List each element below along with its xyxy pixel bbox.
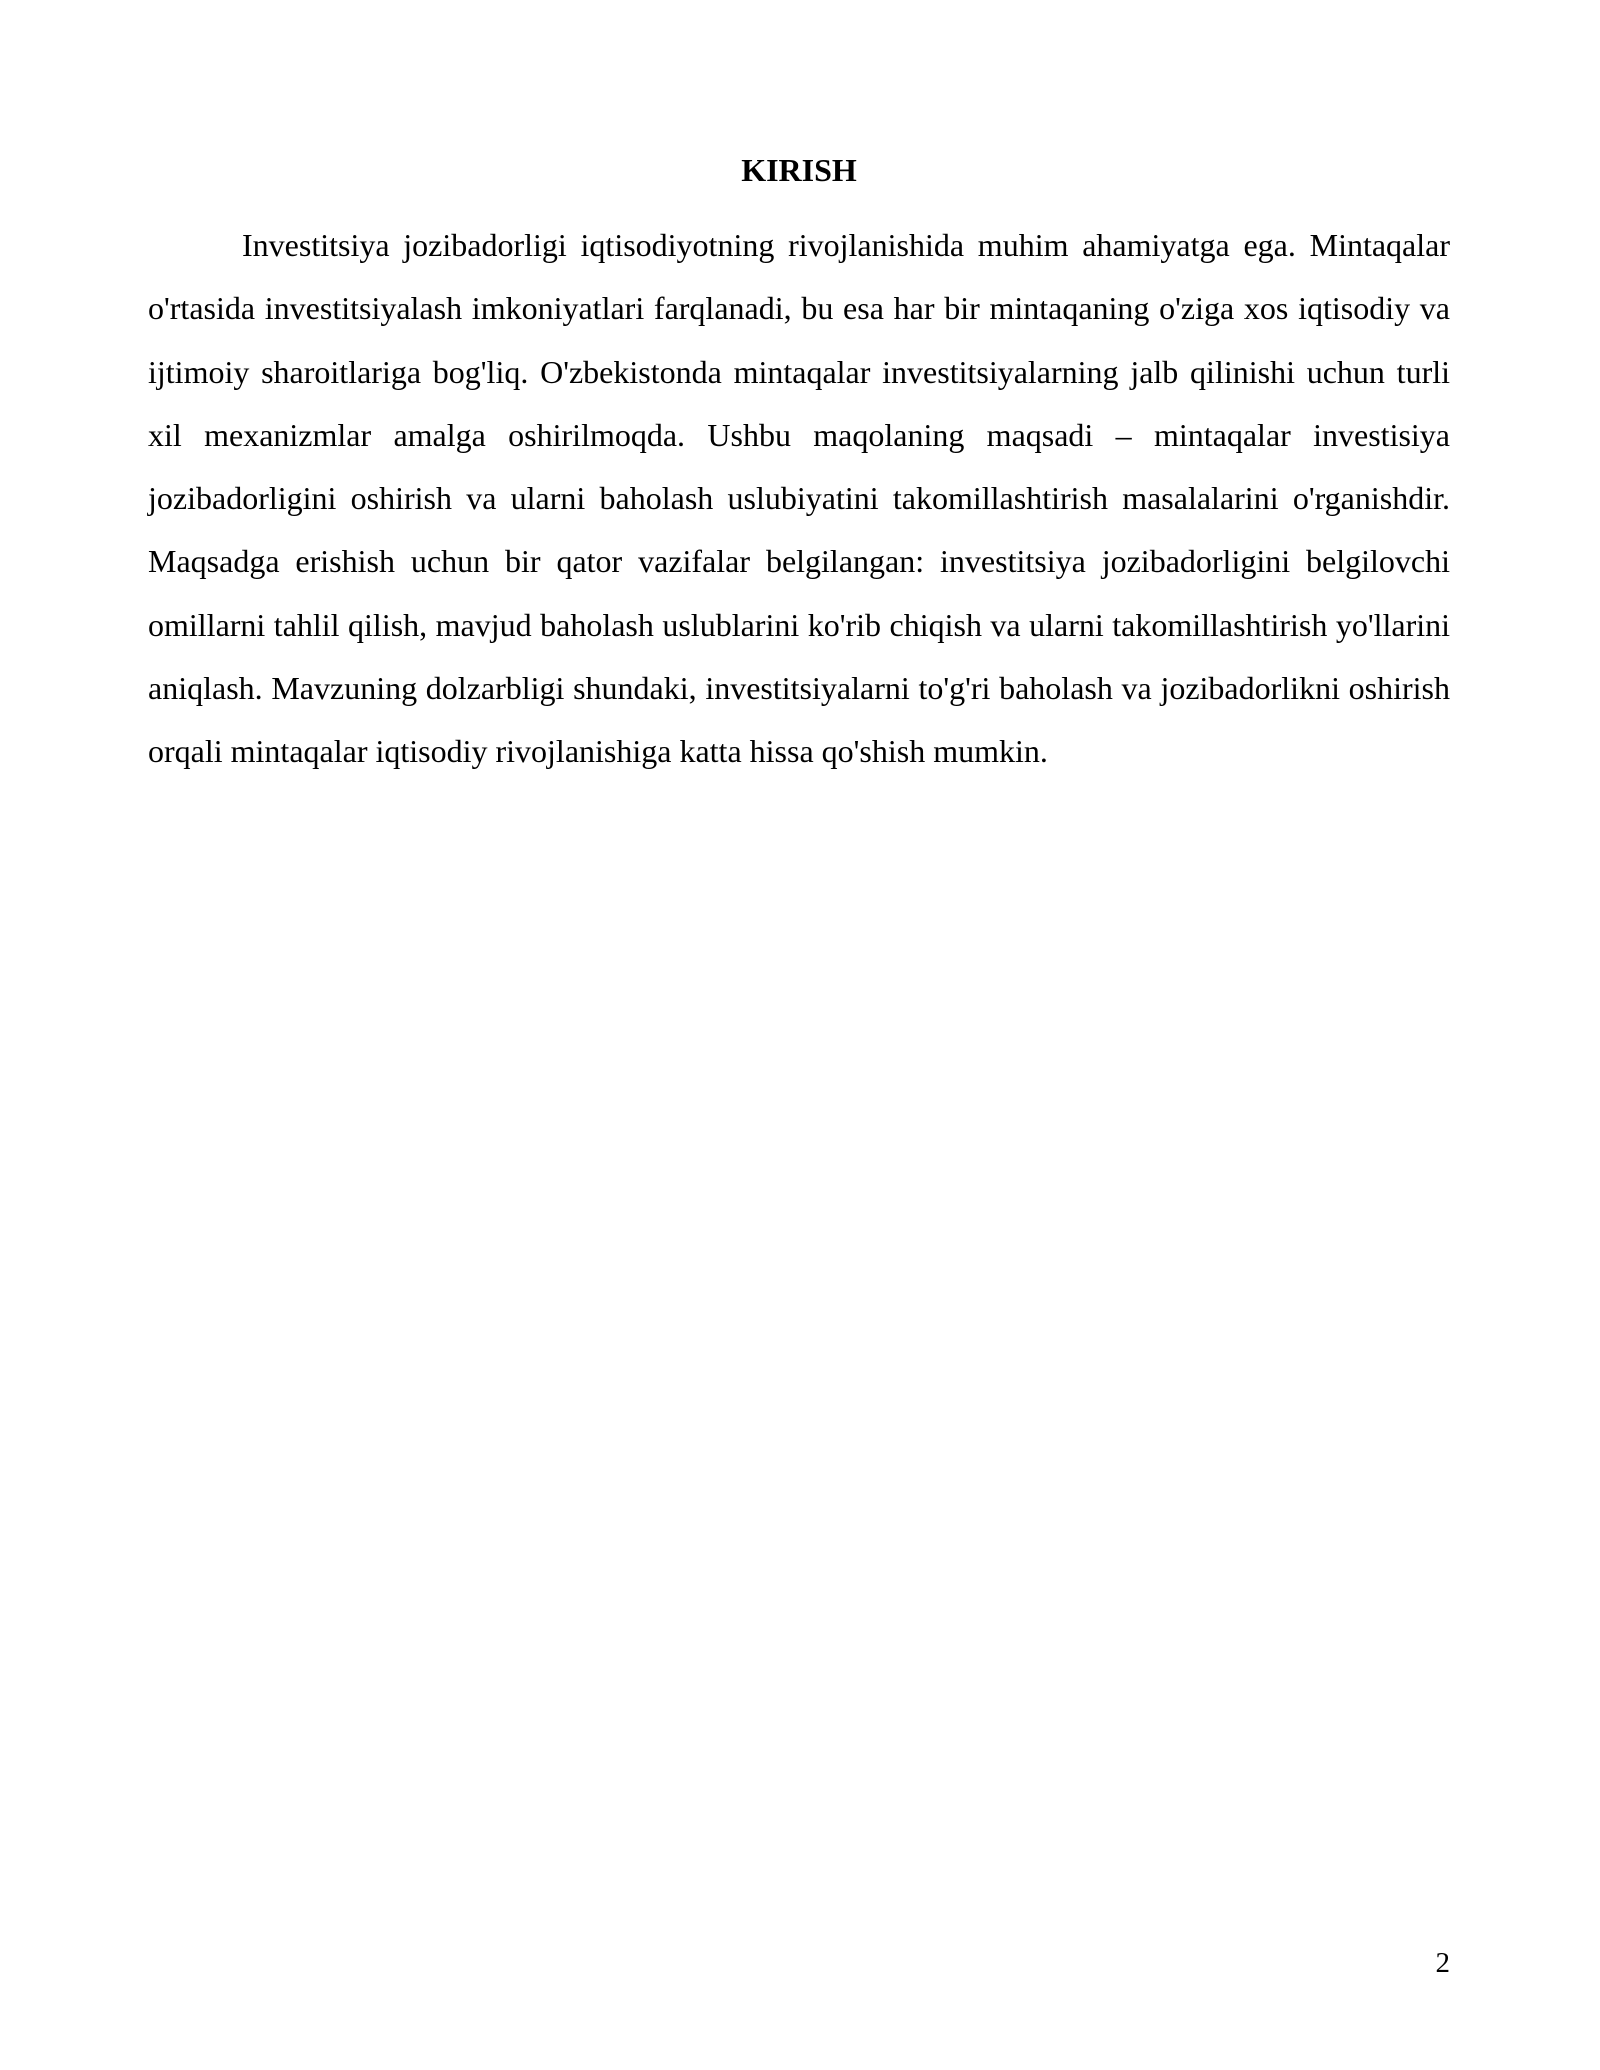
section-heading: KIRISH <box>741 152 857 188</box>
page-number: 2 <box>1435 1947 1450 1979</box>
intro-paragraph: Investitsiya jozibadorligi iqtisodiyotning rivojlanishida muhim ahamiyatga ega. Mintaqalar o'rtasida investitsiyalash imkoniyatlari farqlanadi, bu esa har bir mintaqaning o'ziga xos iqtisodiy va ijtimoiy sharoitlariga bog'liq. O'zbekistonda mintaqalar investitsiyalarning jalb qilinishi uchun turli xil mexanizmlar amalga oshirilmoqda. Ushbu maqolaning maqsadi – mintaqalar investisiya jozibadorligini oshirish va ularni baholash uslubiyatini takomillashtirish masalalarini o'rganishdir. Maqsadga erishish uchun bir qator vazifalar belgilangan: investitsiya jozibadorligini belgilovchi omillarni tahlil qilish, mavjud baholash uslublarini ko'rib chiqish va ularni takomillashtirish yo'llarini aniqlash. Mavzuning dolzarbligi shundaki, investitsiyalarni to'g'ri baholash va jozibadorlikni oshirish orqali mintaqalar iqtisodiy rivojlanishiga katta hissa qo'shish mumkin. <box>148 227 1450 770</box>
